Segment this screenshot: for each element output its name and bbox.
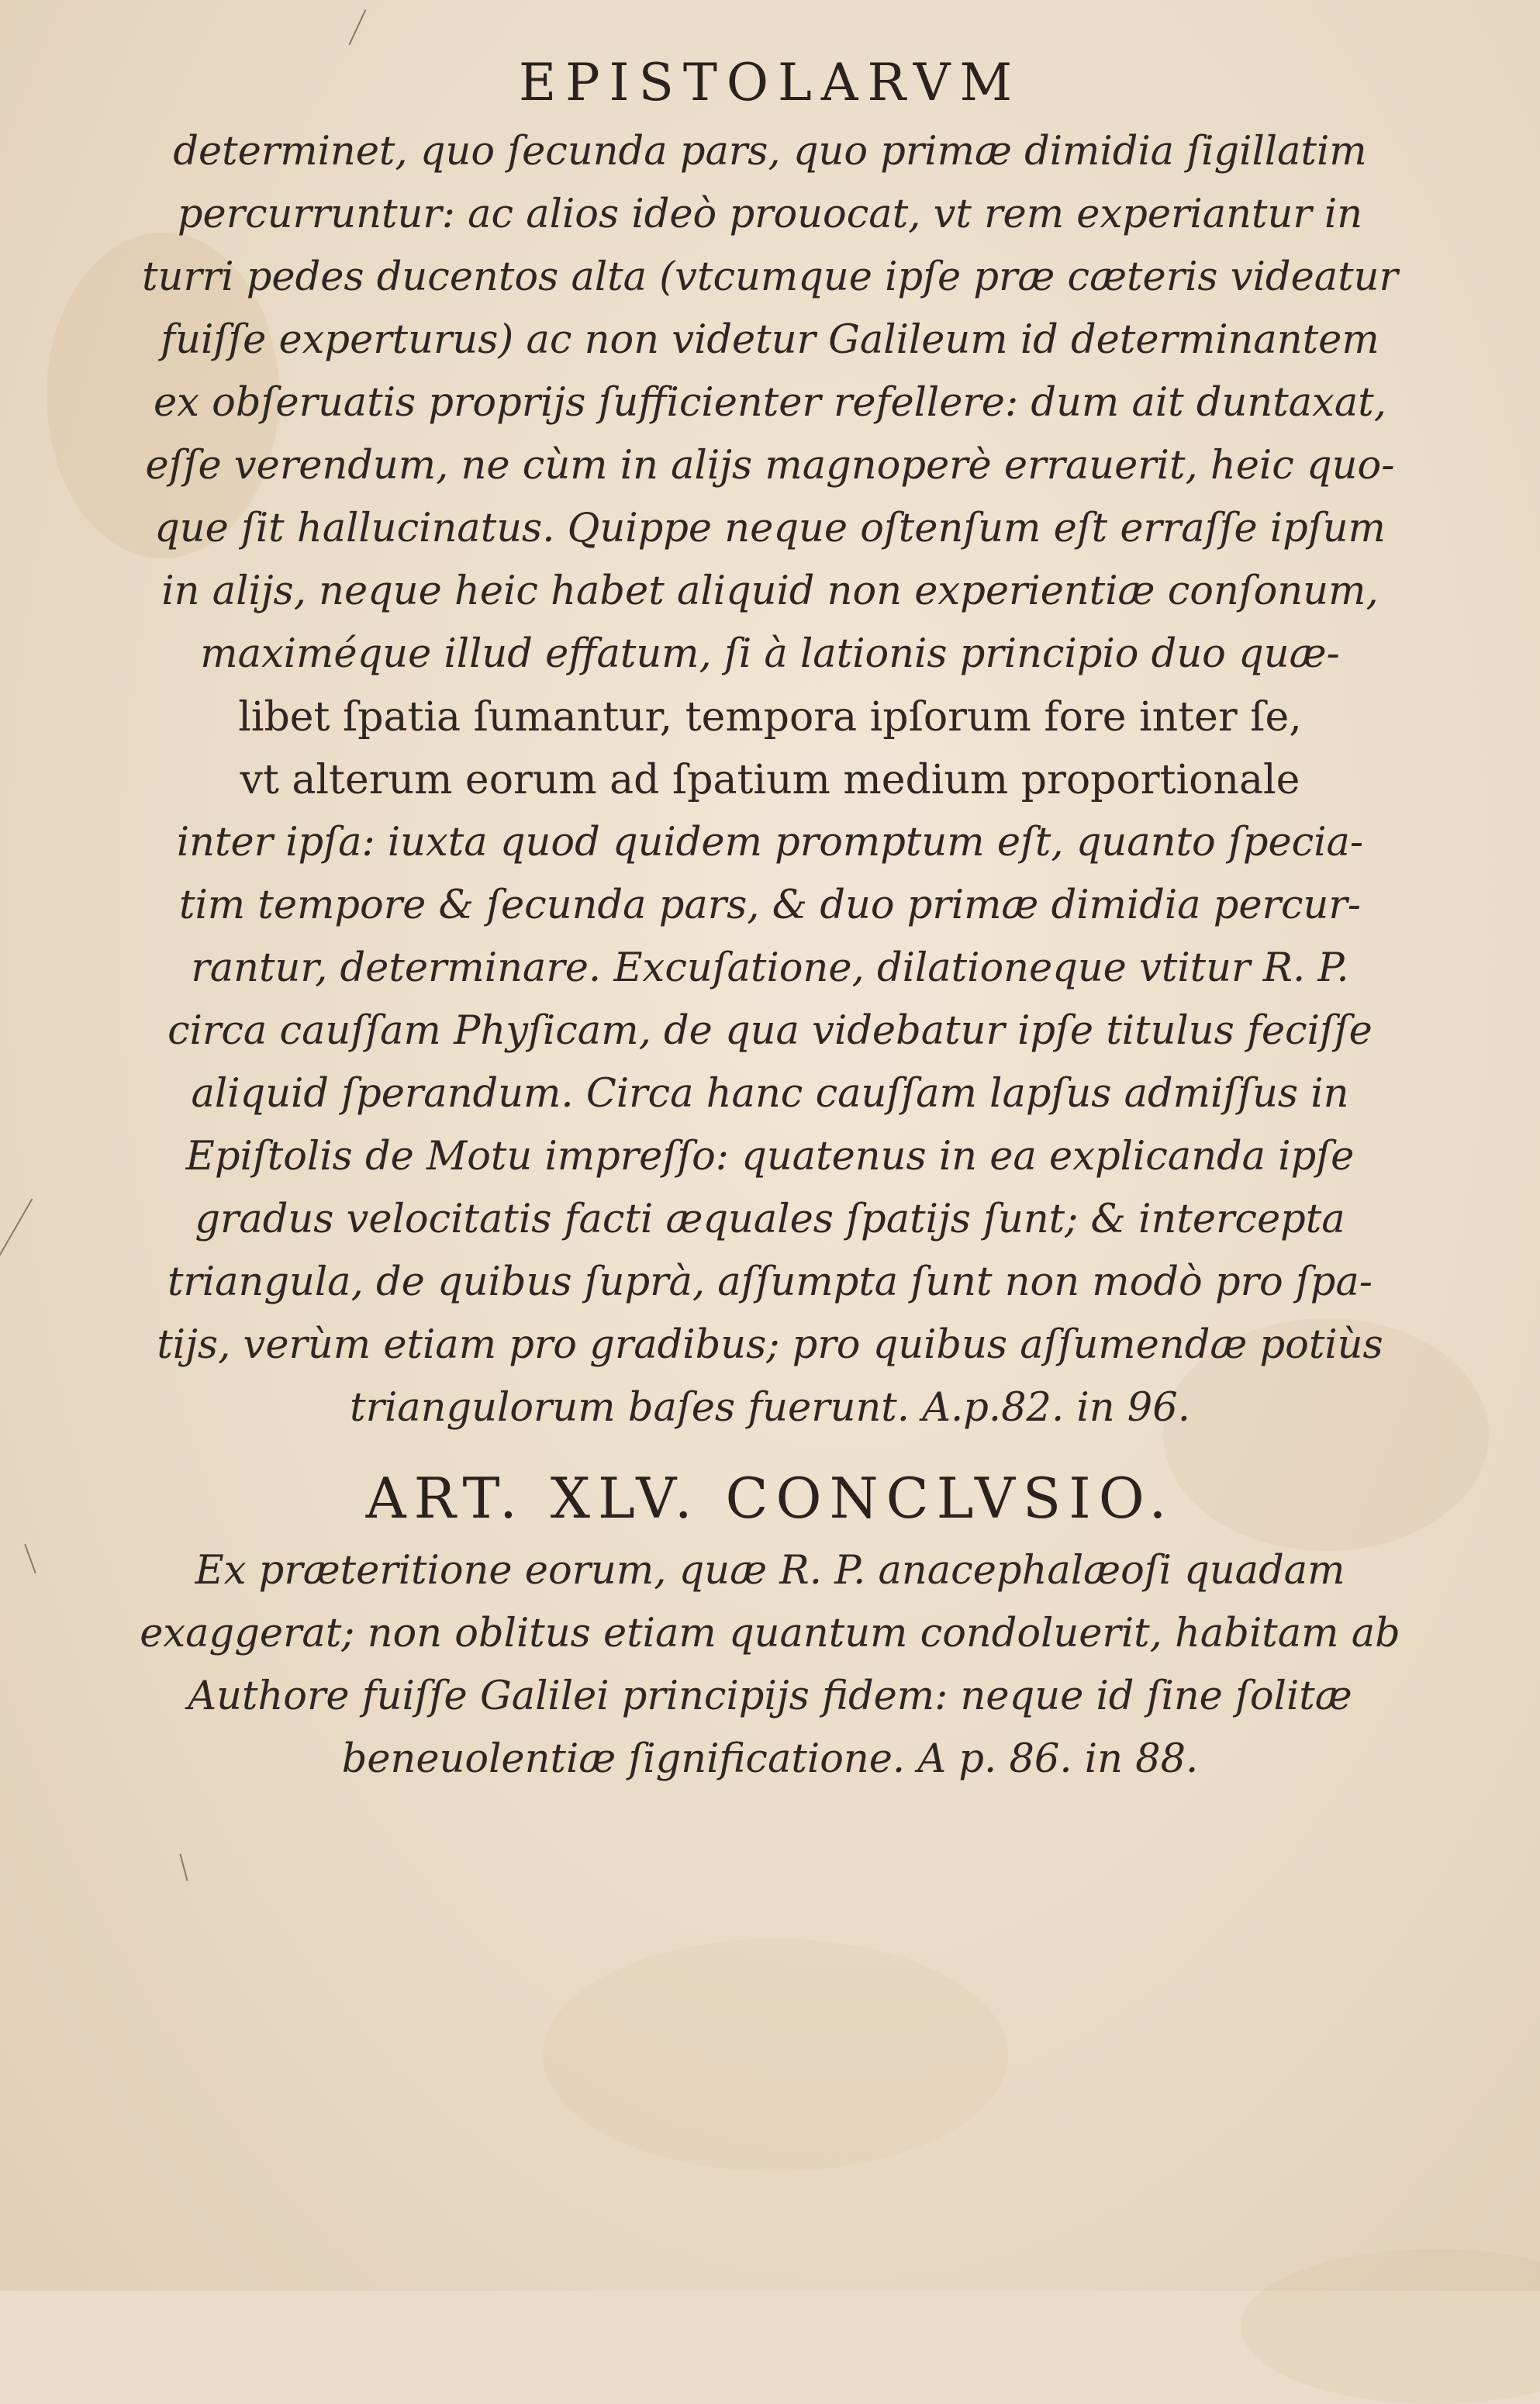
text-line: rantur, determinare. Excuſatione, dilationeque vtitur R. P. (191, 945, 1349, 991)
article-heading: ART. XLV. CONCLVSIO. (365, 1466, 1175, 1531)
text-line: ex obſeruatis proprijs ſufficienter refellere: dum ait duntaxat, (154, 380, 1386, 426)
text-line: turri pedes ducentos alta (vtcumque ipſe præ cæteris videatur (142, 254, 1398, 300)
text-line: Authore fuiſſe Galilei principijs fidem: neque id ſine ſolitæ (188, 1673, 1352, 1719)
text-line: que ſit hallucinatus. Quippe neque oſtenſum eſt erraſſe ipſum (154, 506, 1386, 551)
text-line: circa cauſſam Phyſicam, de qua videbatur ipſe titulus feciſſe (167, 1008, 1373, 1054)
text-line: determinet, quo ſecunda pars, quo primæ dimidia ſigillatim (173, 129, 1367, 174)
text-line: tijs, verùm etiam pro gradibus; pro quibus aſſumendæ potiùs (157, 1322, 1383, 1368)
text-line: inter ipſa: iuxta quod quidem promptum eſt, quanto ſpecia- (176, 820, 1364, 865)
margin-mark (179, 1853, 188, 1881)
text-line: exaggerat; non oblitus etiam quantum condoluerit, habitam ab (140, 1611, 1400, 1656)
text-line: vt alterum eorum ad ſpatium medium proportionale (240, 757, 1300, 803)
text-line: libet ſpatia ſumantur, tempora ipſorum fore inter ſe, (238, 694, 1302, 741)
text-line: tim tempore & ſecunda pars, & duo primæ dimidia percur- (178, 883, 1362, 928)
text-line: Ex præteritione eorum, quæ R. P. anacephalæoſi quadam (195, 1548, 1345, 1594)
text-line: eſſe verendum, ne cùm in alijs magnoperè errauerit, heic quo- (145, 443, 1395, 489)
text-line: maximéque illud effatum, ſi à lationis principio duo quæ- (200, 631, 1340, 677)
paper-stain (1241, 2249, 1540, 2404)
running-head: EPISTOLARVM (518, 53, 1022, 112)
text-line: in alijs, neque heic habet aliquid non experientiæ conſonum, (161, 568, 1379, 614)
text-line: triangula, de quibus ſuprà, aſſumpta ſunt non modò pro ſpa- (167, 1259, 1373, 1305)
paper-stain (543, 1939, 1008, 2171)
text-line: Epiſtolis de Motu impreſſo: quatenus in ea explicanda ipſe (185, 1134, 1355, 1180)
text-line-with-reference: triangulorum baſes fuerunt. A.p.82. in 96. (350, 1385, 1190, 1431)
text-line: fuiſſe experturus) ac non videtur Galileum id determinantem (161, 317, 1379, 363)
margin-mark (349, 9, 367, 45)
text-line: percurruntur: ac alios ideò prouocat, vt rem experiantur in (177, 192, 1363, 237)
text-line-with-reference: beneuolentiæ ſignificatione. A p. 86. in 88. (341, 1736, 1199, 1782)
text-line: aliquid ſperandum. Circa hanc cauſſam lapſus admiſſus in (191, 1071, 1349, 1117)
text-line: gradus velocitatis facti æquales ſpatijs ſunt; & intercepta (195, 1197, 1345, 1242)
